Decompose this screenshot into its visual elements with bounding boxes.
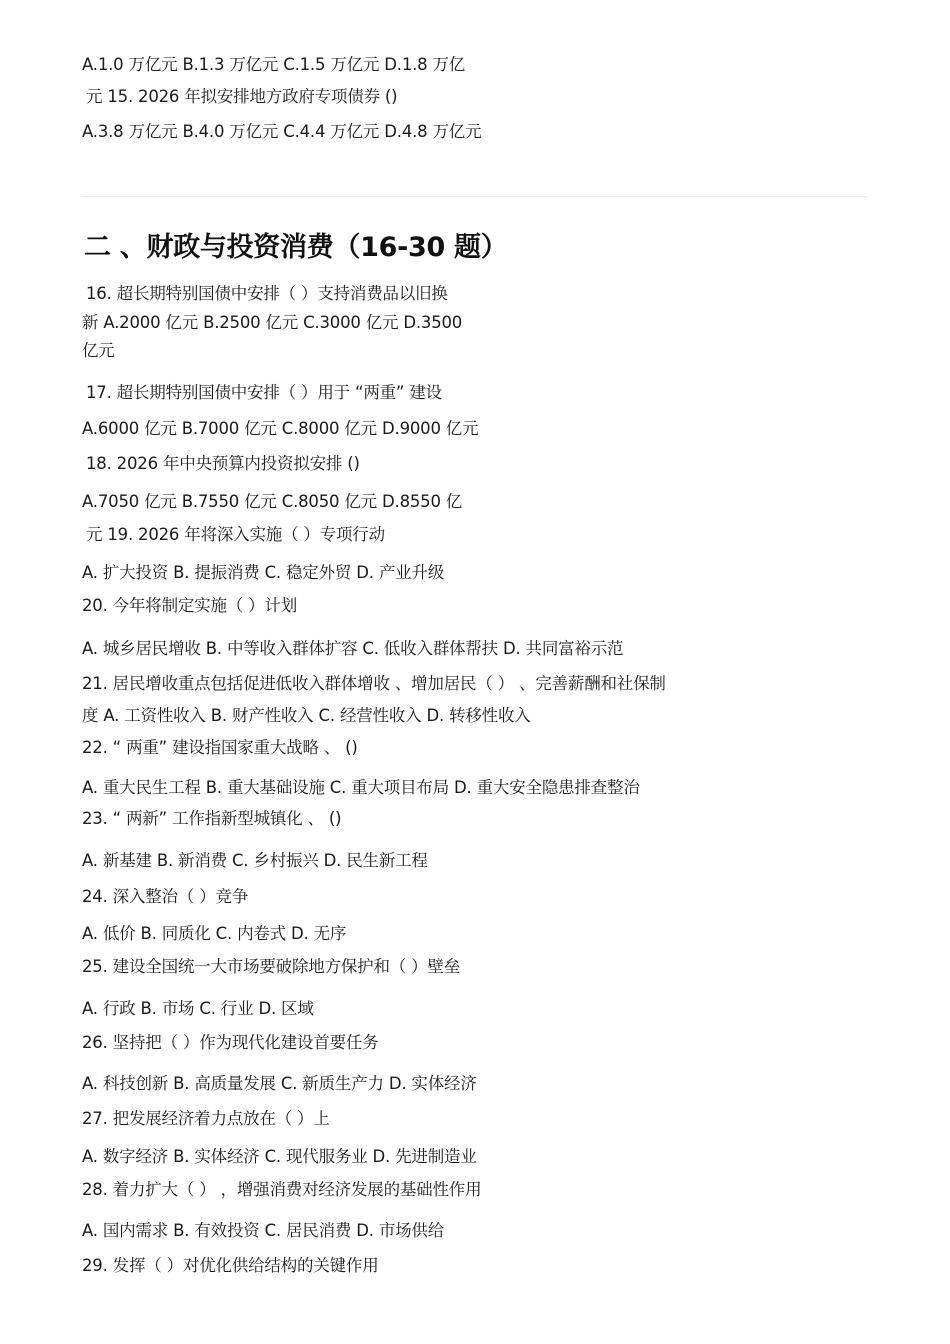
question-line: 21. 居民增收重点包括促进低收入群体增收 、增加居民（ ） 、完善薪酬和社保制 [82,674,666,693]
option-line: A. 城乡居民增收 B. 中等收入群体扩容 C. 低收入群体帮扶 D. 共同富裕示范 [82,639,624,658]
option-line: A.7050 亿元 B.7550 亿元 C.8050 亿元 D.8550 亿 [82,492,463,511]
option-line: A. 低价 B. 同质化 C. 内卷式 D. 无序 [82,924,347,943]
option-line: A.6000 亿元 B.7000 亿元 C.8000 亿元 D.9000 亿元 [82,419,479,438]
question-line: 27. 把发展经济着力点放在（ ）上 [82,1109,330,1128]
option-line: A. 新基建 B. 新消费 C. 乡村振兴 D. 民生新工程 [82,851,428,870]
question-line: 16. 超长期特别国债中安排（ ）支持消费品以旧换 [86,284,448,303]
question-line: 28. 着力扩大（ ） ，增强消费对经济发展的基础性作用 [82,1180,482,1199]
option-line: A. 扩大投资 B. 提振消费 C. 稳定外贸 D. 产业升级 [82,563,445,582]
question-line: 18. 2026 年中央预算内投资拟安排 () [86,454,360,473]
question-line: 23. “ 两新” 工作指新型城镇化 、 () [82,809,342,828]
question-line: 29. 发挥（ ）对优化供给结构的关键作用 [82,1256,379,1275]
option-line: A.1.0 万亿元 B.1.3 万亿元 C.1.5 万亿元 D.1.8 万亿 [82,55,466,74]
section-title: 二 、财政与投资消费（16-30 题） [84,232,508,263]
option-line: A. 数字经济 B. 实体经济 C. 现代服务业 D. 先进制造业 [82,1147,477,1166]
question-line: 24. 深入整治（ ）竞争 [82,887,249,906]
option-line: A. 重大民生工程 B. 重大基础设施 C. 重大项目布局 D. 重大安全隐患排查整治 [82,778,640,797]
option-line: 新 A.2000 亿元 B.2500 亿元 C.3000 亿元 D.3500 [82,313,463,332]
option-line: 度 A. 工资性收入 B. 财产性收入 C. 经营性收入 D. 转移性收入 [82,706,531,725]
section-divider [82,196,868,197]
question-line: 26. 坚持把（ ）作为现代化建设首要任务 [82,1033,379,1052]
question-line: 元 15. 2026 年拟安排地方政府专项债券 () [86,87,398,106]
question-line: 17. 超长期特别国债中安排（ ）用于 “两重” 建设 [86,383,442,402]
option-line: 亿元 [82,341,115,360]
option-line: A. 科技创新 B. 高质量发展 C. 新质生产力 D. 实体经济 [82,1074,477,1093]
option-line: A. 行政 B. 市场 C. 行业 D. 区域 [82,999,314,1018]
option-line: A.3.8 万亿元 B.4.0 万亿元 C.4.4 万亿元 D.4.8 万亿元 [82,122,482,141]
question-line: 25. 建设全国统一大市场要破除地方保护和（ ）壁垒 [82,957,461,976]
option-line: A. 国内需求 B. 有效投资 C. 居民消费 D. 市场供给 [82,1221,445,1240]
question-line: 22. “ 两重” 建设指国家重大战略 、 () [82,738,358,757]
question-line: 20. 今年将制定实施（ ）计划 [82,596,298,615]
question-line: 元 19. 2026 年将深入实施（ ）专项行动 [86,525,385,544]
